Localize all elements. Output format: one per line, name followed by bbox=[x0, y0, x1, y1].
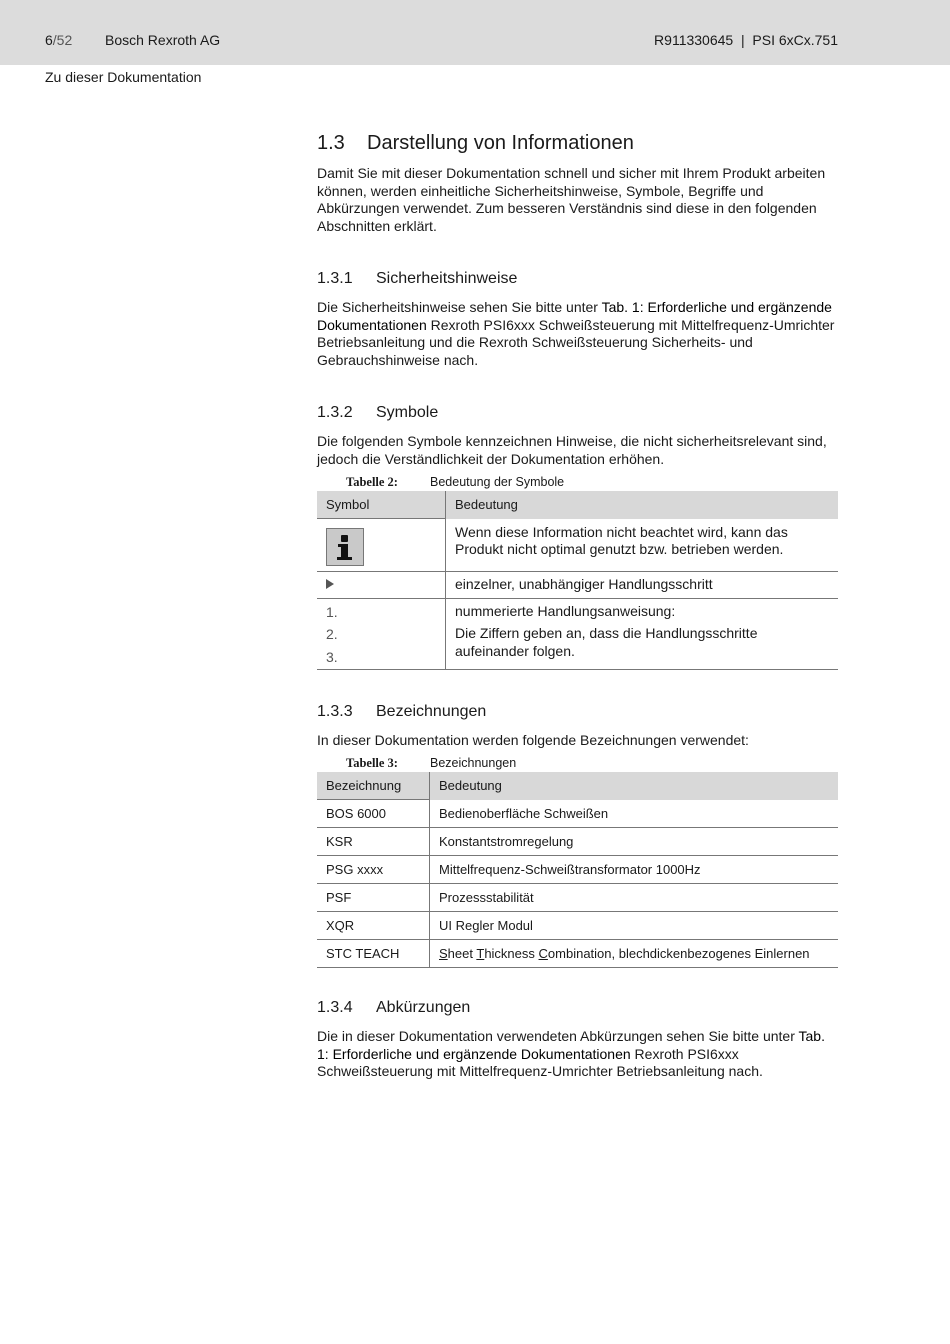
heading-title: Darstellung von Informationen bbox=[367, 132, 634, 154]
heading-number: 1.3 bbox=[317, 132, 345, 154]
page-current: 6 bbox=[45, 32, 53, 48]
list-number: 3. bbox=[326, 648, 338, 665]
list-number: 2. bbox=[326, 626, 338, 643]
heading-title: Sicherheitshinweise bbox=[376, 270, 518, 287]
meaning-text: Wenn diese Information nicht beachtet wird, kann das Produkt nicht optimal genutzt bzw. betrieben werden. bbox=[455, 523, 788, 558]
meaning-cell bbox=[446, 519, 839, 572]
table-row bbox=[317, 912, 838, 940]
terms-paragraph: In dieser Dokumentation werden folgende Bezeichnungen verwendet: bbox=[317, 732, 749, 748]
table-row bbox=[317, 856, 838, 884]
heading-number: 1.3.3 bbox=[317, 703, 353, 720]
meaning-cell: einzelner, unabhängiger Handlungsschritt bbox=[446, 571, 839, 598]
text: heet bbox=[447, 946, 477, 961]
table-reference-link[interactable]: Tab. 1: Erforderliche und ergänzende Dokumentationen bbox=[317, 1028, 825, 1062]
term-cell: XQR bbox=[317, 912, 430, 940]
page-total: /52 bbox=[52, 32, 73, 48]
meaning-cell: Prozessstabilität bbox=[430, 884, 839, 912]
intro-paragraph: Damit Sie mit dieser Dokumentation schnell und sicher mit Ihrem Produkt arbeiten können, werden einheitliche Sicherheitshinweise, Symbole, Begriffe und Abkürzungen verwendet. Zum besseren Verständnis sind diese in den folgenden Abschnitten erklärt. bbox=[317, 165, 826, 234]
term-cell: STC TEACH bbox=[317, 940, 430, 968]
heading-number: 1.3.1 bbox=[317, 270, 353, 287]
heading-title: Symbole bbox=[376, 404, 439, 421]
info-icon bbox=[326, 528, 364, 566]
meaning-cell: Bedienoberfläche Schweißen bbox=[430, 800, 839, 828]
meaning-cell: UI Regler Modul bbox=[430, 912, 839, 940]
text: Die Sicherheitshinweise sehen Sie bitte unter bbox=[317, 299, 602, 315]
heading-title: Bezeichnungen bbox=[376, 703, 487, 720]
meaning-cell: Konstantstromregelung bbox=[430, 828, 839, 856]
numbered-list-sample bbox=[326, 599, 436, 669]
terms-table bbox=[317, 772, 838, 968]
table-row bbox=[317, 571, 838, 598]
table-reference-link[interactable]: Tab. 1: Erforderliche und ergänzende Dokumentationen bbox=[317, 299, 832, 333]
table-row bbox=[317, 598, 838, 669]
table-title: Bezeichnungen bbox=[430, 756, 517, 770]
list-number: 1. bbox=[326, 603, 338, 620]
symbols-table bbox=[317, 491, 838, 670]
heading-number: 1.3.4 bbox=[317, 999, 353, 1016]
section-label: Zu dieser Dokumentation bbox=[45, 69, 202, 85]
column-header: Bedeutung bbox=[430, 772, 839, 800]
text: ombination, blechdickenbezogenes Einlernen bbox=[547, 946, 810, 961]
table-header-row bbox=[317, 491, 838, 519]
text: Rexroth PSI6xxx Schweißsteuerung mit Mittelfrequenz-Umrichter Betriebsanleitung nach. bbox=[317, 1045, 763, 1080]
table-row bbox=[317, 828, 838, 856]
heading-1-3-1 bbox=[317, 270, 517, 288]
text: hickness bbox=[484, 946, 539, 961]
table-row bbox=[317, 800, 838, 828]
text: Rexroth PSI6xxx Schweißsteuerung mit Mittelfrequenz-Umrichter Betriebsanleitung und die Rexroth Schweißsteuerung Sicherheits- und Gebrauchshinweise nach. bbox=[317, 316, 835, 368]
meaning-text: Die Ziffern geben an, dass die Handlungsschritte aufeinander folgen. bbox=[455, 625, 758, 659]
table-row bbox=[317, 519, 838, 572]
column-header: Symbol bbox=[317, 491, 446, 519]
heading-number: 1.3.2 bbox=[317, 404, 353, 421]
symbol-cell bbox=[317, 598, 446, 669]
table-row bbox=[317, 940, 838, 968]
symbol-cell bbox=[317, 519, 446, 572]
page-header bbox=[0, 0, 950, 65]
meaning-cell bbox=[446, 598, 839, 669]
text: Die in dieser Dokumentation verwendeten Abkürzungen sehen Sie bitte unter bbox=[317, 1028, 799, 1044]
triangle-bullet-icon bbox=[326, 579, 334, 589]
table-label: Tabelle 2: bbox=[346, 475, 398, 489]
underlined-letter: S bbox=[439, 946, 448, 961]
meaning-text: nummerierte Handlungsanweisung: bbox=[455, 602, 676, 619]
safety-paragraph bbox=[317, 299, 838, 369]
meaning-cell bbox=[430, 940, 839, 968]
meaning-cell: Mittelfrequenz-Schweißtransformator 1000Hz bbox=[430, 856, 839, 884]
heading-title: Abkürzungen bbox=[376, 999, 471, 1016]
symbol-cell bbox=[317, 571, 446, 598]
underlined-letter: T bbox=[476, 946, 485, 961]
table-label: Tabelle 3: bbox=[346, 756, 398, 770]
column-header: Bezeichnung bbox=[317, 772, 430, 800]
heading-1-3-3 bbox=[317, 703, 486, 721]
abbreviations-paragraph bbox=[317, 1028, 838, 1081]
page-number bbox=[45, 32, 72, 48]
underlined-letter: C bbox=[538, 946, 548, 961]
term-cell: PSF bbox=[317, 884, 430, 912]
table-header-row bbox=[317, 772, 838, 800]
heading-1-3 bbox=[317, 132, 634, 155]
term-cell: BOS 6000 bbox=[317, 800, 430, 828]
table-title: Bedeutung der Symbole bbox=[430, 475, 565, 489]
symbols-paragraph: Die folgenden Symbole kennzeichnen Hinweise, die nicht sicherheitsrelevant sind, jedoch die Verständlichkeit der Dokumentation erhöhen. bbox=[317, 433, 827, 467]
heading-1-3-4 bbox=[317, 999, 470, 1017]
term-cell: PSG xxxx bbox=[317, 856, 430, 884]
heading-1-3-2 bbox=[317, 404, 438, 422]
term-cell: KSR bbox=[317, 828, 430, 856]
table-row bbox=[317, 884, 838, 912]
column-header: Bedeutung bbox=[446, 491, 839, 519]
company-name: Bosch Rexroth AG bbox=[105, 32, 221, 48]
document-reference: R911330645 | PSI 6xCx.751 bbox=[654, 32, 838, 48]
